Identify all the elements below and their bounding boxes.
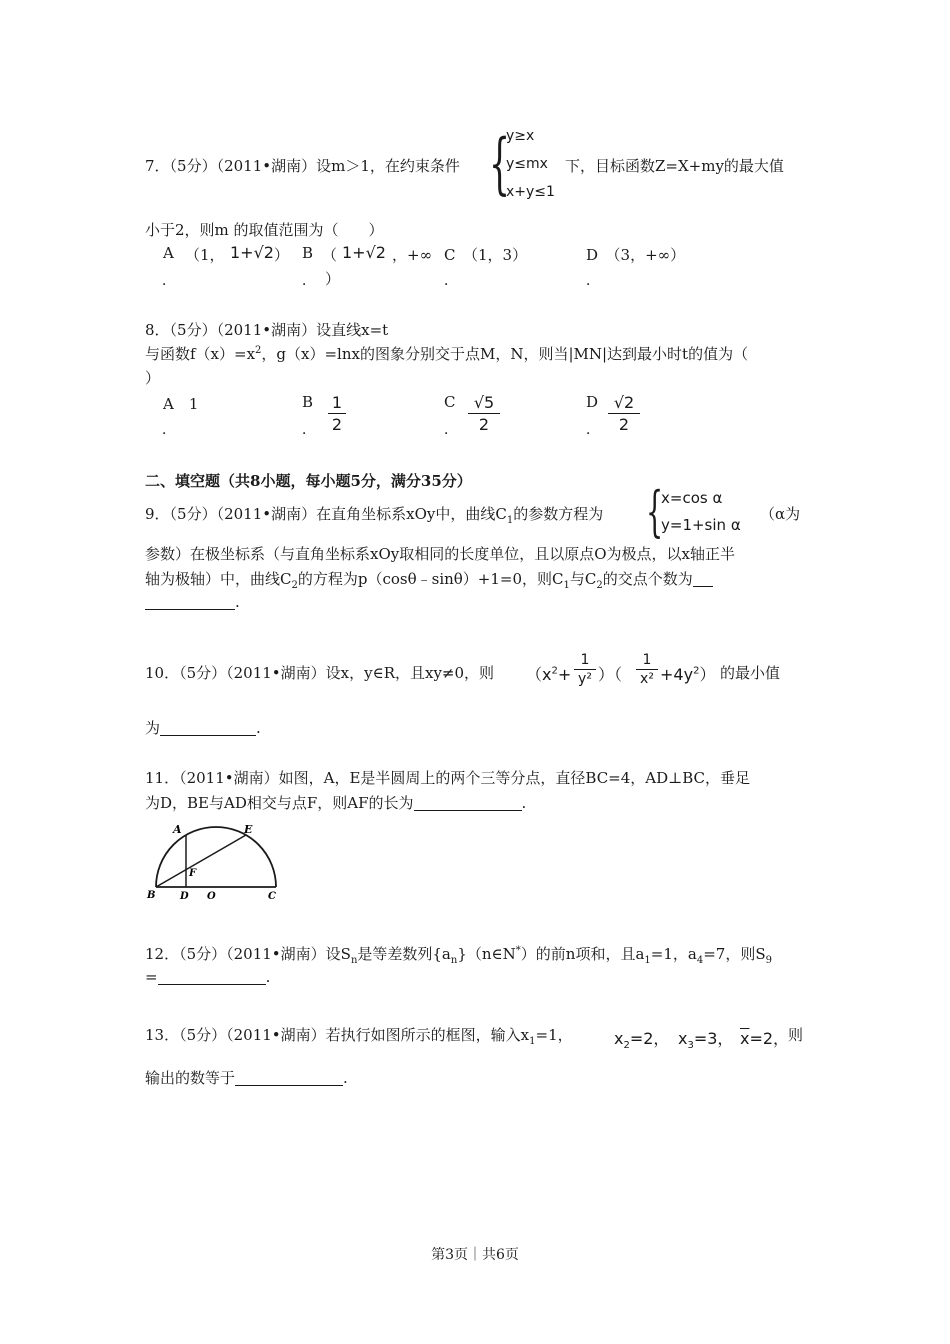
q7-constraint-1: y≥x — [506, 128, 535, 144]
q7-option-a-label: A — [163, 244, 174, 262]
label-a: A — [173, 823, 182, 836]
q8-option-c-dot: ． — [444, 422, 458, 438]
q11-line1: 11．（2011•湖南）如图，A，E是半圆周上的两个三等分点，直径BC=4，AD⊥BC，垂足 — [145, 769, 751, 787]
label-f: F — [189, 868, 197, 879]
q8-option-b-fraction — [328, 393, 346, 434]
q7-option-d-dot: ． — [586, 273, 600, 289]
q9-line1: 9．（5分）（2011•湖南）在直角坐标系xOy中，曲线$C_1$的参数方程为 — [145, 505, 604, 526]
q7-option-a-open: （1， — [185, 246, 225, 264]
q8-option-b-label: B — [302, 393, 314, 411]
fraction-bar — [574, 669, 596, 670]
q7-line1-suffix: 下，目标函数Z=X+my的最大值 — [565, 157, 784, 175]
q13-x3-value: $x_3=3$， — [678, 1029, 734, 1052]
q7-option-b-tail: ，+∞ — [392, 246, 433, 264]
q9-line1-suffix: （α为 — [760, 505, 801, 523]
q10-fraction-2 — [636, 652, 658, 687]
q10-expression-part3: $+4y^2$） — [660, 665, 716, 684]
q8-option-b-denominator: 2 — [331, 415, 343, 434]
q7-option-c: C （1，3） — [444, 246, 528, 264]
answer-blank — [145, 594, 235, 610]
q8-option-b-numerator: 1 — [331, 393, 343, 412]
fraction-bar — [636, 669, 658, 670]
q8-option-a-dot: ． — [162, 422, 176, 438]
q10-fraction-1-numerator: 1 — [580, 652, 590, 668]
q8-option-d-label: D — [586, 393, 599, 411]
fraction-bar — [608, 413, 640, 414]
q7-option-c-dot: ． — [444, 273, 458, 289]
q7-option-b-dot: ． — [302, 273, 316, 289]
q10-fraction-2-denominator: x² — [640, 671, 654, 687]
q7-option-a-close: ） — [274, 246, 290, 264]
q10-expression-part2: ）（ — [598, 665, 623, 684]
q8-option-d-numerator: √2 — [613, 393, 635, 412]
q8-option-b-dot: ． — [302, 422, 316, 438]
q7-option-b-math: 1+√2 — [342, 243, 386, 262]
label-c: C — [268, 891, 276, 902]
q8-line1: 8．（5分）（2011•湖南）设直线x=t — [145, 321, 389, 339]
q8-line2: 与函数$f(x)=x^2$，g（x）=lnx的图象分别交于点M，N，则当|MN|达到最小时t的值为（ — [145, 345, 749, 363]
q8-option-c-denominator: 2 — [478, 415, 490, 434]
page-footer: 第3页｜共6页 — [431, 1247, 519, 1263]
q8-option-d-fraction — [608, 393, 640, 434]
q7-option-b-close: ） — [325, 270, 341, 288]
q10-fraction-2-numerator: 1 — [642, 652, 652, 668]
q8-line3: ） — [145, 369, 161, 387]
q10-line1-suffix: 的最小值 — [720, 664, 781, 682]
q9-equation-1: x=cos α — [661, 489, 723, 507]
section-title: 二、填空题（共8小题，每小题5分，满分35分） — [145, 472, 472, 490]
q7-line2: 小于2，则m 的取值范围为（ ） — [145, 221, 384, 239]
q9-line2: 参数）在极坐标系（与直角坐标系xOy取相同的长度单位，且以原点O为极点，以x轴正半 — [145, 545, 735, 563]
q8-option-a: A 1 — [163, 395, 199, 413]
q10-expression-part1: （$x^2+$ — [526, 665, 572, 684]
q7-option-b-label: B — [302, 244, 314, 262]
q8-option-c-fraction — [468, 393, 500, 434]
q8-option-d-denominator: 2 — [618, 415, 630, 434]
q7-brace: { — [489, 125, 510, 202]
q7-option-d: D （3，+∞） — [586, 246, 686, 264]
q7-constraint-3: x+y≤1 — [506, 184, 555, 200]
q7-option-b-open: （ — [322, 246, 338, 264]
answer-blank — [693, 571, 713, 587]
q9-equation-2: y=1+sin α — [661, 516, 741, 534]
q8-option-c-label: C — [444, 393, 456, 411]
label-d: D — [180, 891, 189, 902]
q11-line2: 为D，BE与AD相交与点F，则AF的长为 . — [145, 794, 527, 812]
q10-fraction-1-denominator: y² — [578, 671, 592, 687]
q7-option-a-math: 1+√2 — [230, 243, 274, 262]
fraction-bar — [468, 413, 500, 414]
q9-brace: { — [646, 480, 664, 543]
answer-blank — [158, 969, 266, 985]
q13-line1-suffix: 则 — [788, 1026, 804, 1044]
q13-mean-value: $\overline{x}=2$， — [740, 1029, 790, 1048]
answer-blank — [160, 720, 256, 736]
answer-blank — [414, 795, 522, 811]
q13-x2-value: $x_2=2$， — [614, 1029, 670, 1052]
label-b: B — [147, 890, 156, 901]
q12-line1: 12．（5分）（2011•湖南）设$S_n$是等差数列$\{a_n\}(n\in N^*)$的前n项和，且$a_1=1$，$a_4=7$，则$S_9$ — [145, 945, 772, 966]
semicircle-arc — [156, 827, 276, 887]
q8-option-d-dot: ． — [586, 422, 600, 438]
q9-line3: 轴为极轴）中，曲线$C_2$的方程为p（cosθ﹣sinθ）+1=0，则$C_1$与$C_2$的交点个数为 — [145, 568, 713, 591]
q8-option-c-numerator: √5 — [473, 393, 495, 412]
q9-line4: . — [145, 593, 240, 611]
label-o: O — [207, 891, 216, 902]
q10-fraction-1 — [574, 652, 596, 687]
semicircle-figure — [143, 820, 283, 902]
segment-be — [156, 835, 246, 887]
q12-line2: = . — [145, 968, 271, 986]
fraction-bar — [328, 413, 346, 414]
q7-line1-prefix: 7．（5分）（2011•湖南）设m＞1，在约束条件 — [145, 157, 460, 175]
q13-line1: 13．（5分）（2011•湖南）若执行如图所示的框图，输入$x_1=1$， — [145, 1026, 573, 1047]
q7-constraint-2: y≤mx — [506, 156, 548, 172]
q10-line1: 10．（5分）（2011•湖南）设x，y∈R，且xy≠0，则 — [145, 664, 495, 682]
answer-blank — [235, 1070, 343, 1086]
q7-option-a-dot: ． — [162, 273, 176, 289]
label-e: E — [244, 823, 253, 836]
q10-line2: 为 . — [145, 719, 261, 737]
q13-line2: 输出的数等于 . — [145, 1069, 348, 1087]
